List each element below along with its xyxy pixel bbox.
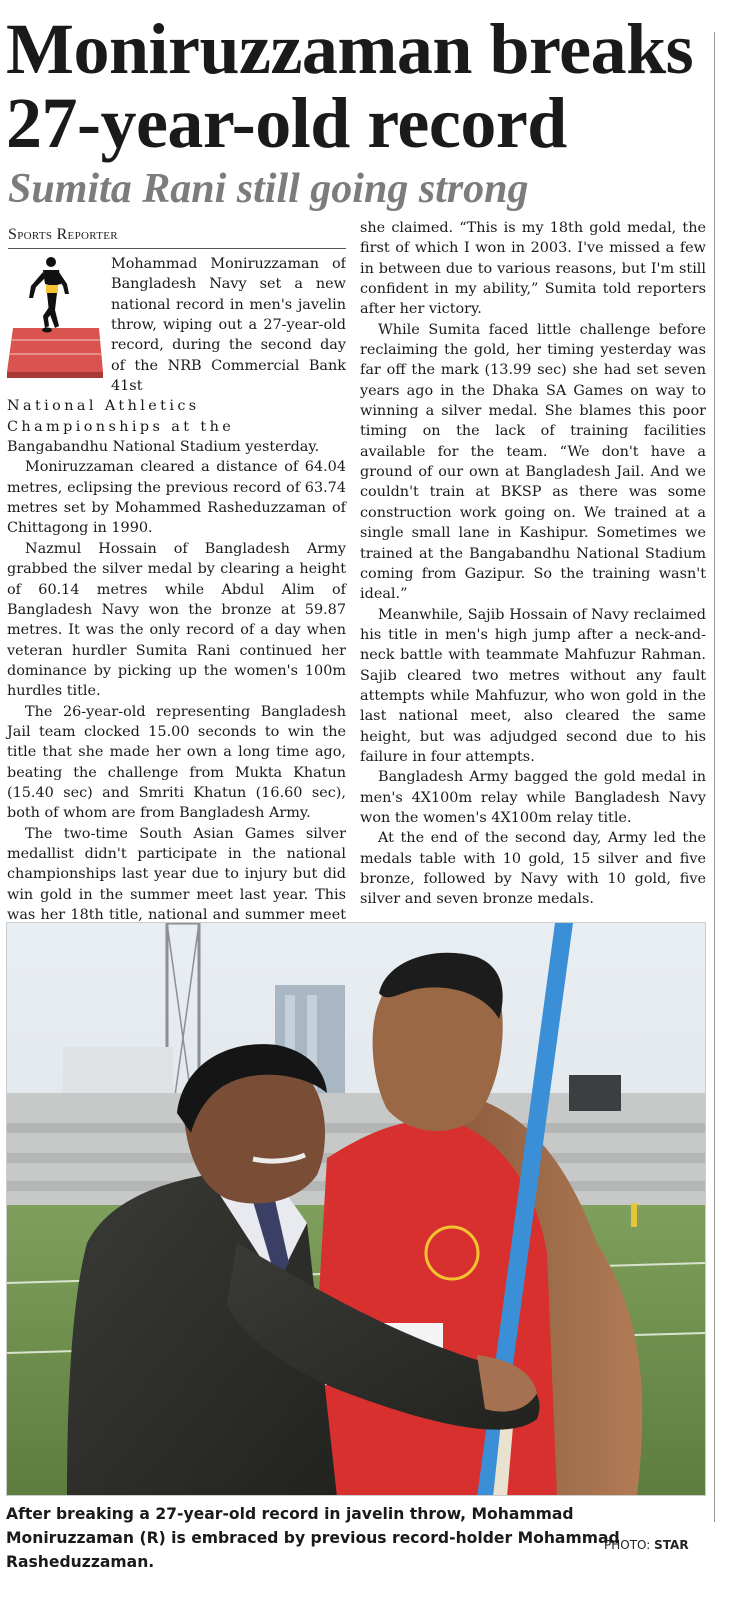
column-rule [714,32,715,1522]
headline-line-2: 27-year-old record [6,83,567,163]
body-paragraph: The two-time South Asian Games silver medallist didn't participate in the national championships last year due to injury but did win gold in the summer meet last year. This was her 18th title, national and summer meet [7,825,346,923]
news-photo [6,922,706,1496]
body-paragraph: Meanwhile, Sajib Hossain of Navy reclaimed his title in men's high jump after a neck-and-neck battle with teammate Mahfuzur Rahman. Sajib cleared two metres without any fault attempts while Mahfuzur, who won gold in the last national meet, also cleared the same height, but was adjudged second due to his failure in four attempts. [360,606,706,765]
body-paragraph: Nazmul Hossain of Bangladesh Army grabbed the silver medal by clearing a height of 60.14 metres while Abdul Alim of Bangladesh Navy won the bronze at 59.87 metres. It was the only record of a day when veteran hurdler Sumita Rani continued her dominance by picking up the women's 100m hurdles title. [7,540,346,700]
photo-credit [604,1537,710,1553]
article-column-right [360,218,706,910]
byline: Sports Reporter [8,224,346,249]
intro-spaced-line-2: Championships at the [7,418,235,435]
photo-credit-label: PHOTO: [604,1538,651,1552]
intro-spaced-line-1: National Athletics [7,398,200,415]
body-paragraph: The 26-year-old representing Bangladesh Jail team clocked 15.00 seconds to win the title that she made her own a long time ago, beating the challenge from Mukta Khatun (15.40 sec) and Smriti Khatun (16.60 sec), both of whom are from Bangladesh Army. [7,703,346,822]
intro-paragraph-end: Bangabandhu National Stadium yesterday. [7,439,320,456]
subheadline: Sumita Rani still going strong [8,166,529,212]
article-column-left [7,254,346,946]
body-paragraph: Bangladesh Army bagged the gold medal in men's 4X100m relay while Bangladesh Navy won the women's 4X100m relay title. [360,769,706,826]
headline [6,9,714,163]
athletics-logo-icon [7,256,103,376]
photo-credit-source: STAR [654,1538,689,1552]
body-paragraph: At the end of the second day, Army led the medals table with 10 gold, 15 silver and five bronze, followed by Navy with 10 gold, five silver and seven bronze medals. [360,830,706,908]
body-paragraph: While Sumita faced little challenge before reclaiming the gold, her timing yesterday was far off the mark (13.99 sec) she had set seven years ago in the Dhaka SA Games on way to winning a silver medal. She blames this poor timing on the lack of training facilities available for the team. “We don't have a ground of our own at Bangladesh Jail. And we couldn't train at BKSP as there was some construction work going on. We trained at a single small lane in Kashipur. Sometimes we trained at the Bangabandhu National Stadium coming from Gazipur. So the training wasn't ideal.” [360,321,706,603]
intro-block [7,254,346,437]
photo-caption: After breaking a 27-year-old record in javelin throw, Mohammad Moniruzzaman (R) is embraced by previous record-holder Mohammad Rasheduzzaman. [6,1505,620,1571]
headline-line-1: Moniruzzaman breaks [6,9,694,89]
continuation-paragraph: she claimed. “This is my 18th gold medal, the first of which I won in 2003. I've missed a few in between due to various reasons, but I'm still confident in my ability,” Sumita told reporters after her victory. [360,220,706,318]
body-paragraph: Moniruzzaman cleared a distance of 64.04 metres, eclipsing the previous record of 63.74 metres set by Mohammed Rasheduzzaman of Chittagong in 1990. [7,459,346,537]
intro-paragraph: Mohammad Moniruzzaman of Bangladesh Navy set a new national record in men's javelin throw, wiping out a 27-year-old record, during the second day of the NRB Commercial Bank 41st [111,256,346,395]
